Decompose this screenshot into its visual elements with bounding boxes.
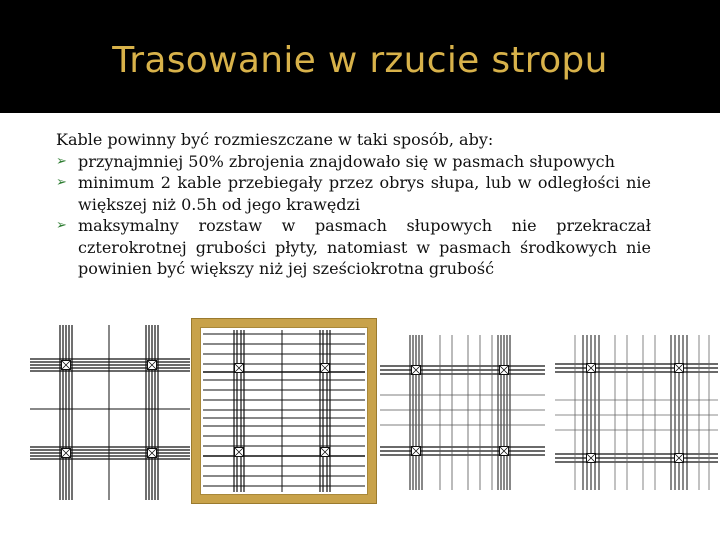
slide-title: Trasowanie w rzucie stropu — [112, 40, 608, 81]
intro-text: Kable powinny być rozmieszczane w taki sposób, aby: — [56, 130, 494, 149]
bullet-list — [56, 151, 651, 280]
bullet-text: minimum 2 kable przebiegały przez obrys słupa, lub w odległości nie większej niż 0.5h od jego krawędzi — [78, 173, 651, 214]
tendon-layout-diagram-4 — [555, 325, 718, 500]
bullet-item — [56, 215, 651, 280]
bullet-item — [56, 172, 651, 215]
arrow-bullet-icon: ➢ — [56, 175, 67, 190]
tendon-layout-diagram-3 — [380, 325, 545, 500]
bullet-text: maksymalny rozstaw w pasmach słupowych nie przekraczał czterokrotnej grubości płyty, natomiast w pasmach środkowych nie powinien być większy niż jej sześciokrotna grubość — [78, 216, 651, 278]
slide-content — [56, 129, 651, 280]
bullet-text: przynajmniej 50% zbrojenia znajdowało się w pasmach słupowych — [78, 151, 615, 171]
tendon-layout-diagram-1 — [30, 325, 190, 500]
arrow-bullet-icon: ➢ — [56, 153, 67, 169]
bullet-item — [56, 151, 651, 173]
tendon-layout-diagram-2 — [203, 330, 365, 492]
title-bar — [0, 0, 720, 113]
arrow-bullet-icon: ➢ — [56, 218, 67, 233]
